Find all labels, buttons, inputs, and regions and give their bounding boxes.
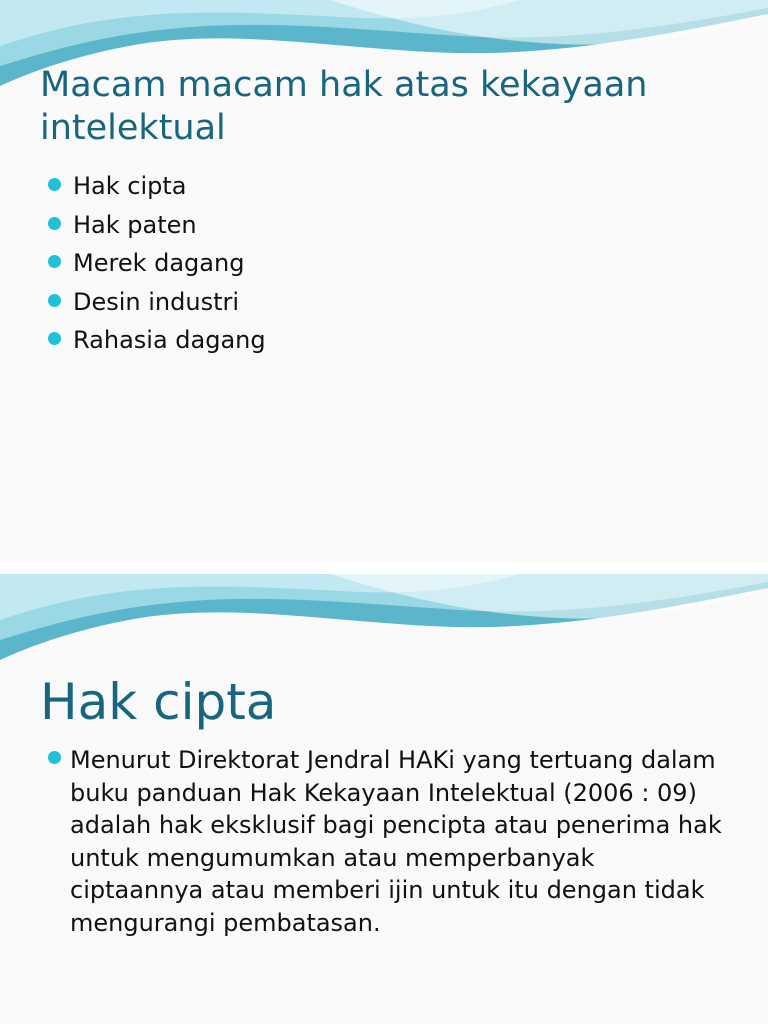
slide-2-bullet-list (48, 744, 728, 939)
bullet-text: Merek dagang (73, 249, 245, 278)
slide-1-bullet-list (48, 167, 266, 360)
bullet-text: Menurut Direktorat Jendral HAKi yang tertuang dalam buku panduan Hak Kekayaan Intelektual (2006 : 09) adalah hak eksklusif bagi pencipta atau penerima hak untuk mengumumkan atau memperbanyak ciptaannya atau memberi ijin untuk itu dengan tidak mengurangi pembatasan. (70, 746, 722, 937)
bullet-icon (48, 178, 61, 191)
bullet-icon (48, 294, 61, 307)
list-item (48, 167, 266, 206)
list-item (48, 321, 266, 360)
bullet-text: Rahasia dagang (73, 326, 266, 355)
bullet-text: Hak cipta (73, 172, 187, 200)
bullet-text: Desin industri (73, 287, 240, 316)
list-item (48, 206, 266, 245)
bullet-text: Hak paten (73, 210, 197, 239)
slide-2 (0, 574, 768, 1024)
list-item (48, 744, 728, 939)
slide-1-title: Macam macam hak atas kekayaan intelektual (40, 65, 648, 148)
bullet-icon (48, 332, 61, 345)
slide-2-title: Hak cipta (40, 673, 277, 731)
list-item (48, 244, 266, 283)
bullet-icon (48, 217, 61, 230)
bullet-icon (48, 751, 61, 764)
list-item (48, 283, 266, 322)
bullet-icon (48, 255, 61, 268)
wave-decoration (0, 574, 768, 684)
